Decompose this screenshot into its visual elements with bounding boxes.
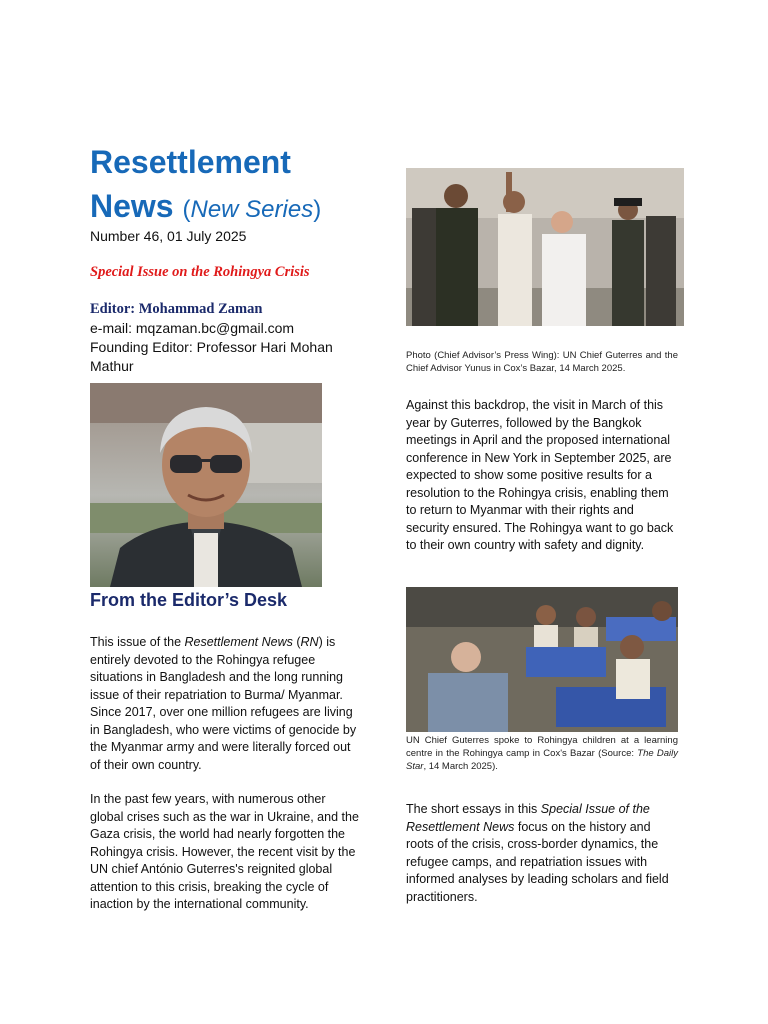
issue-number: Number 46, 01 July 2025: [90, 228, 247, 244]
guterres-yunus-photo: [406, 168, 684, 326]
editor-info: [90, 300, 360, 376]
p1-text-b: (: [292, 635, 301, 649]
p1-text-a: This issue of the: [90, 635, 185, 649]
right-paragraph-2: [406, 801, 678, 906]
editor-portrait: [90, 383, 322, 587]
newsletter-title: [90, 140, 321, 232]
editors-desk-paragraph-2: In the past few years, with numerous other global crises such as the war in Ukraine, and the Gaza crisis, the world had nearly forgotten the Rohingya crisis. However, the recent visit by the UN chief António Guterres's reignited global attention to this crisis, breaking the cycle of inaction by the international community.: [90, 792, 359, 911]
photo-1-caption: Photo (Chief Advisor’s Press Wing): UN Chief Guterres and the Chief Advisor Yunus in Cox’s Bazar, 14 March 2025.: [406, 350, 678, 374]
title-news: News: [90, 188, 174, 224]
p2-italic-special-issue: Special Issue of the Resettlement News: [406, 802, 650, 834]
special-issue-label: Special Issue on the Rohingya Crisis: [90, 264, 310, 280]
guterres-children-photo: [406, 587, 678, 732]
editors-desk-paragraph-1: [90, 634, 362, 774]
editors-desk-heading: From the Editor’s Desk: [90, 590, 288, 610]
p2-text-a: The short essays in this: [406, 802, 541, 816]
title-line-2: [90, 184, 321, 232]
title-line-1: Resettlement: [90, 144, 291, 180]
caption2-text-a: UN Chief Guterres spoke to Rohingya children at a learning centre in the Rohingya camp in Cox's Bazar (Source:: [406, 735, 678, 759]
caption2-source: The Daily Star: [406, 748, 679, 772]
p1-italic-rn: RN: [300, 635, 319, 649]
p1-italic-rn-title: Resettlement News: [184, 635, 293, 649]
p1-text-c: ) is entirely devoted to the Rohingya refugee situations in Bangladesh and the long running issue of their repatriation to Burma/ Myanmar. Since 2017, over one million refugees are living in Bangladesh, who were victims of genocide by the Myanmar army and were literally forced out of their own country.: [90, 635, 357, 772]
series-open-paren: (: [182, 196, 191, 223]
right-paragraph-1: Against this backdrop, the visit in March of this year by Guterres, followed by the Bangkok meetings in April and the proposed international conference in New York in September 2025, are expected to show some positive results for a resolution to the Rohingya crisis, enabling them to return to Myanmar with their rights and security ensured. The Rohingya want to go back to their own country with safety and dignity.: [406, 398, 674, 552]
founding-editor: Founding Editor: Professor Hari Mohan Mathur: [90, 339, 333, 374]
photo-2-caption: [406, 734, 678, 773]
series-close-paren: ): [313, 196, 322, 223]
editor-email: e-mail: mqzaman.bc@gmail.com: [90, 320, 295, 336]
p2-text-b: focus on the history and roots of the crisis, cross-border dynamics, the refugee camps, and repatriation issues with informed analyses by leading scholars and field practitioners.: [406, 819, 669, 904]
caption2-text-b: , 14 March 2025).: [423, 761, 498, 772]
editor-name: Editor: Mohammad Zaman: [90, 301, 263, 317]
series-label: New Series: [190, 196, 314, 223]
